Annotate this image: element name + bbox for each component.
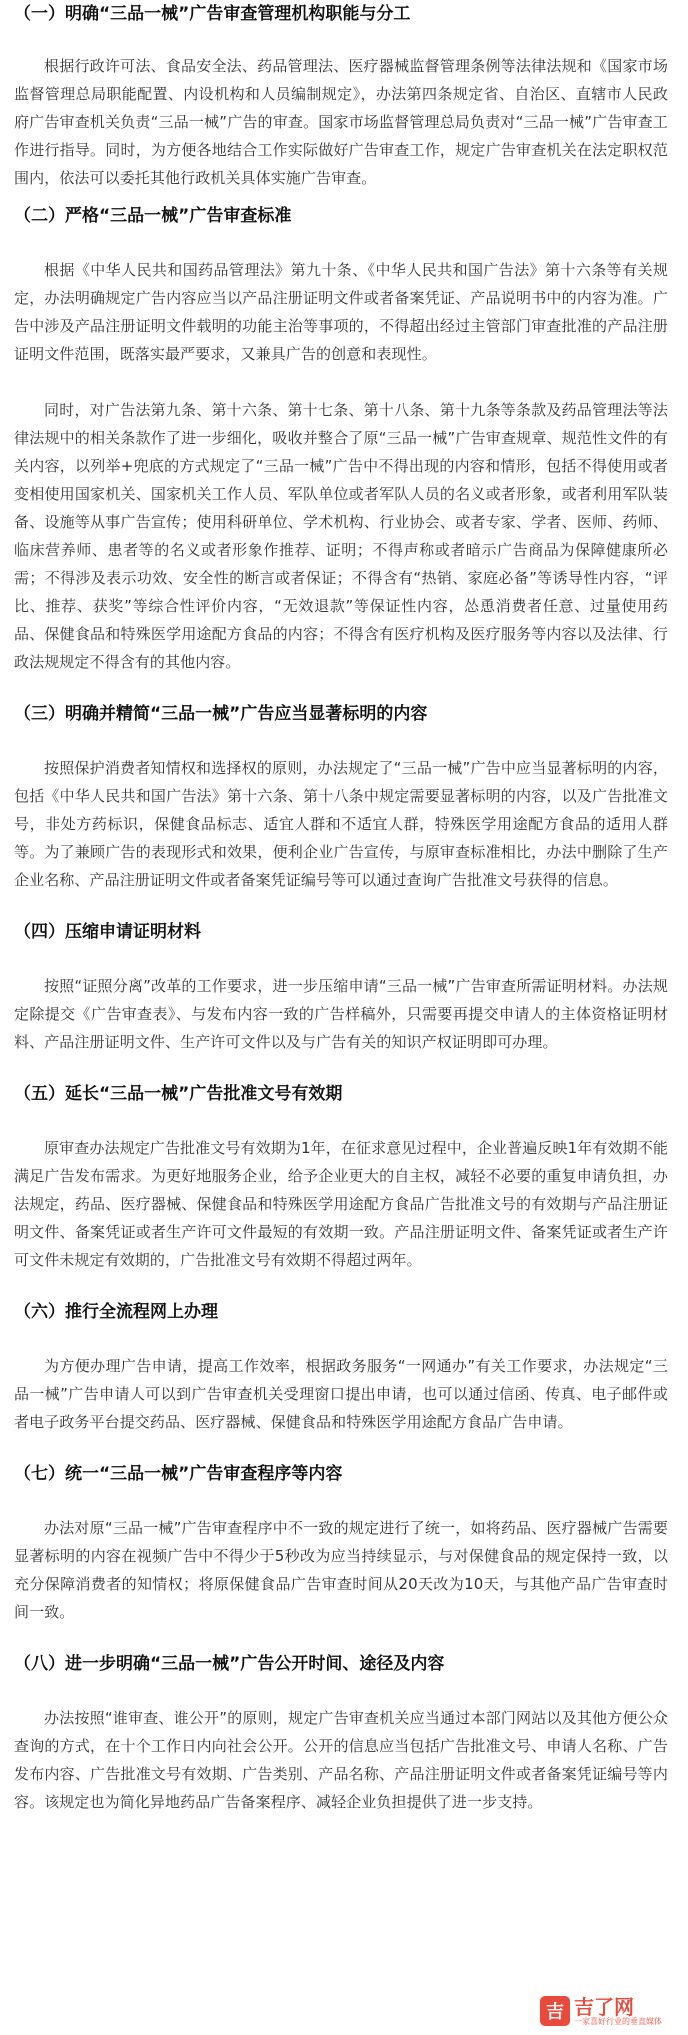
section-1	[14, 2, 668, 192]
watermark-logo-icon: 吉	[540, 1996, 570, 2026]
watermark-text	[574, 1996, 662, 2027]
watermark-slogan: 一家喜好行业的垂直媒体	[574, 2016, 662, 2026]
section-paragraph: 办法对原“三品一械”广告审查程序中不一致的规定进行了统一，如将药品、医疗器械广告需要显著标明的内容在视频广告中不得少于5秒改为应当持续显示，与对保健食品的规定保持一致，以充分保障消费者的知情权；将原保健食品广告审查时间从20天改为10天，与其他产品广告审查时间一致。	[14, 1519, 668, 1621]
section-8	[14, 1652, 668, 1816]
section-title: （五）延长“三品一械”广告批准文号有效期	[14, 1084, 343, 1104]
section-title: （二）严格“三品一械”广告审查标准	[14, 206, 292, 226]
section-title: （六）推行全流程网上办理	[14, 1302, 218, 1322]
section-paragraph: 根据《中华人民共和国药品管理法》第九十条、《中华人民共和国广告法》第十六条等有关规定，办法明确规定广告内容应当以产品注册证明文件或者备案凭证、产品说明书中的内容为准。广告中涉及产品注册证明文件载明的功能主治等事项的，不得超出经过主管部门审查批准的产品注册证明文件范围，既落实最严要求，又兼具广告的创意和表现性。	[14, 261, 668, 363]
section-4	[14, 920, 668, 1056]
section-paragraph: 办法按照“谁审查、谁公开”的原则，规定广告审查机关应当通过本部门网站以及其他方便公众查询的方式，在十个工作日内向社会公开。公开的信息应当包括广告批准文号、申请人名称、广告发布内容、广告批准文号有效期、广告类别、产品名称、产品注册证明文件或者备案凭证编号等内容。该规定也为简化异地药品广告备案程序、减轻企业负担提供了进一步支持。	[14, 1709, 668, 1811]
section-title: （四）压缩申请证明材料	[14, 922, 201, 942]
section-title: （一）明确“三品一械”广告审查管理机构职能与分工	[14, 4, 411, 24]
section-2	[14, 204, 668, 676]
section-paragraph: 根据行政许可法、食品安全法、药品管理法、医疗器械监督管理条例等法律法规和《国家市场监督管理总局职能配置、内设机构和人员编制规定》，办法第四条规定省、自治区、直辖市人民政府广告审查机关负责“三品一械”广告的审查。国家市场监督管理总局负责对“三品一械”广告审查工作进行指导。同时，为方便各地结合工作实际做好广告审查工作，规定广告审查机关在法定职权范围内，依法可以委托其他行政机关具体实施广告审查。	[14, 57, 668, 187]
section-title: （三）明确并精简“三品一械”广告应当显著标明的内容	[14, 704, 428, 724]
section-title: （七）统一“三品一械”广告审查程序等内容	[14, 1464, 343, 1484]
section-paragraph: 按照保护消费者知情权和选择权的原则，办法规定了“三品一械”广告中应当显著标明的内容，包括《中华人民共和国广告法》第十六条、第十八条中规定需要显著标明的内容，以及广告批准文号，非处方药标识，保健食品标志、适宜人群和不适宜人群，特殊医学用途配方食品的适用人群等。为了兼顾广告的表现形式和效果，便利企业广告宣传，与原审查标准相比，办法中删除了生产企业名称、产品注册证明文件或者备案凭证编号等可以通过查询广告批准文号获得的信息。	[14, 759, 668, 889]
section-7	[14, 1462, 668, 1626]
watermark-name: 吉了网	[574, 1994, 634, 2019]
section-3	[14, 702, 668, 894]
article-body	[0, 2, 688, 1816]
section-paragraph: 原审查办法规定广告批准文号有效期为1年，在征求意见过程中，企业普遍反映1年有效期不能满足广告发布需求。为更好地服务企业，给予企业更大的自主权，减轻不必要的重复申请负担，办法规定，药品、医疗器械、保健食品和特殊医学用途配方食品广告批准文号的有效期与产品注册证明文件、备案凭证或者生产许可文件最短的有效期一致。产品注册证明文件、备案凭证或者生产许可文件未规定有效期的，广告批准文号有效期不得超过两年。	[14, 1139, 668, 1269]
section-5	[14, 1082, 668, 1274]
section-title: （八）进一步明确“三品一械”广告公开时间、途径及内容	[14, 1654, 445, 1674]
section-paragraph: 为方便办理广告申请，提高工作效率，根据政务服务“一网通办”有关工作要求，办法规定“三品一械”广告申请人可以到广告审查机关受理窗口提出申请，也可以通过信函、传真、电子邮件或者电子政务平台提交药品、医疗器械、保健食品和特殊医学用途配方食品广告申请。	[14, 1357, 668, 1431]
section-paragraph: 按照“证照分离”改革的工作要求，进一步压缩申请“三品一械”广告审查所需证明材料。办法规定除提交《广告审查表》、与发布内容一致的广告样稿外，只需要再提交申请人的主体资格证明材料、产品注册证明文件、生产许可文件以及与广告有关的知识产权证明即可办理。	[14, 977, 668, 1051]
watermark-logo	[540, 1991, 680, 2031]
section-6	[14, 1300, 668, 1436]
section-paragraph: 同时，对广告法第九条、第十六条、第十七条、第十八条、第十九条等条款及药品管理法等法律法规中的相关条款作了进一步细化，吸收并整合了原“三品一械”广告审查规章、规范性文件的有关内容，以列举+兜底的方式规定了“三品一械”广告中不得出现的内容和情形，包括不得使用或者变相使用国家机关、国家机关工作人员、军队单位或者军队人员的名义或者形象，或者利用军队装备、设施等从事广告宣传；使用科研单位、学术机构、行业协会、或者专家、学者、医师、药师、临床营养师、患者等的名义或者形象作推荐、证明；不得声称或者暗示广告商品为保障健康所必需；不得涉及表示功效、安全性的断言或者保证；不得含有“热销、家庭必备”等诱导性内容，“评比、推荐、获奖”等综合性评价内容，“无效退款”等保证性内容，怂恿消费者任意、过量使用药品、保健食品和特殊医学用途配方食品的内容；不得含有医疗机构及医疗服务等内容以及法律、行政法规规定不得含有的其他内容。	[14, 401, 668, 671]
